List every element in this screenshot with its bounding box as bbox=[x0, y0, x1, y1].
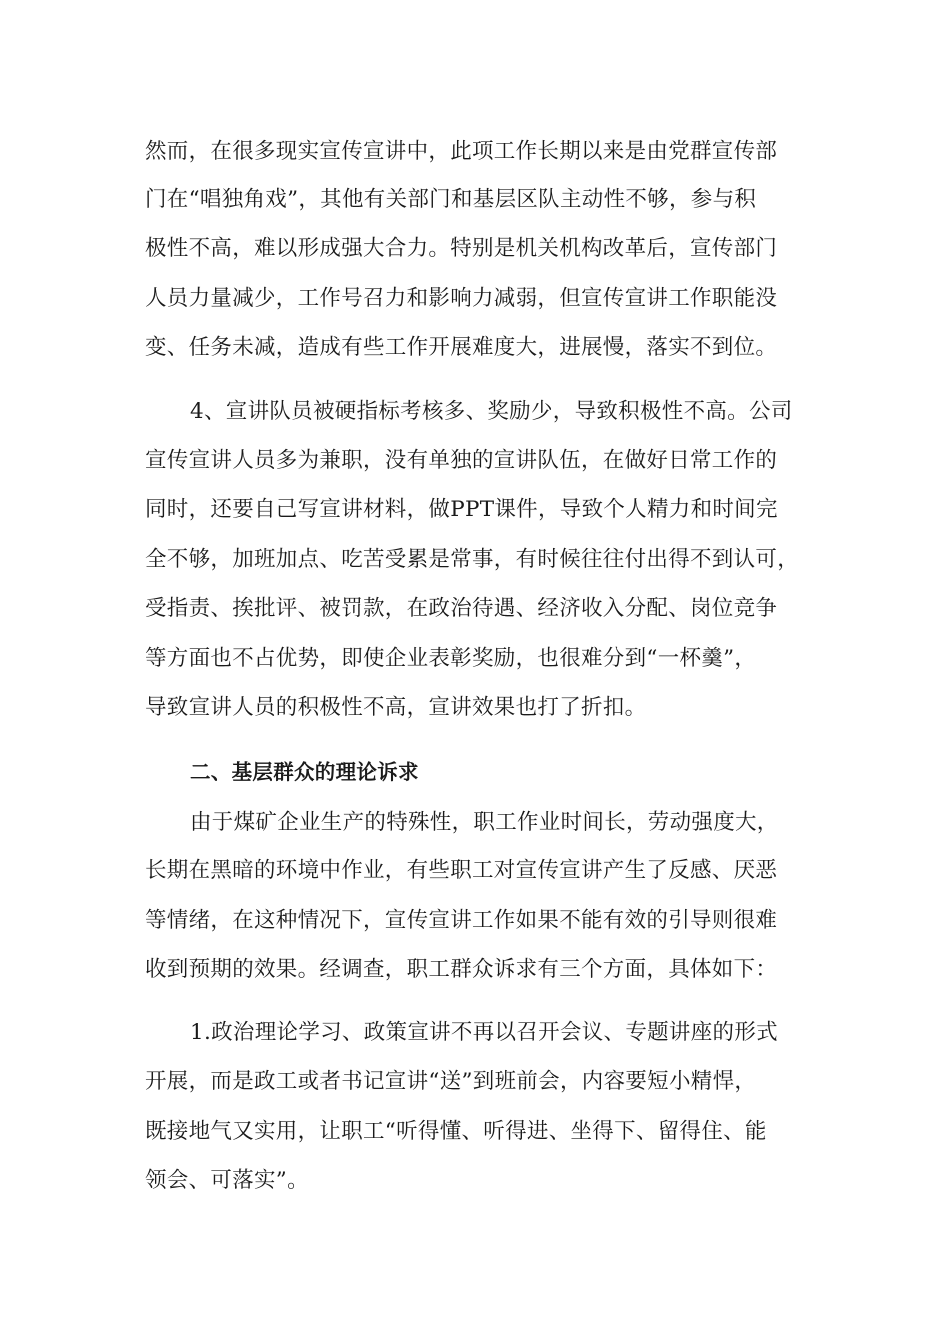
paragraph-line: 极性不高，难以形成强大合力。特别是机关机构改革后，宣传部门 bbox=[145, 236, 778, 261]
section-heading: 二、基层群众的理论诉求 bbox=[190, 760, 419, 784]
paragraph-line: 全不够，加班加点、吃苦受累是常事，有时候往往付出得不到认可， bbox=[145, 547, 800, 572]
paragraph-line: 等方面也不占优势，即使企业表彰奖励，也很难分到“一杯羹”， bbox=[145, 646, 757, 671]
paragraph-line: 宣传宣讲人员多为兼职，没有单独的宣讲队伍，在做好日常工作的 bbox=[145, 448, 778, 473]
paragraph-line: 然而，在很多现实宣传宣讲中，此项工作长期以来是由党群宣传部 bbox=[145, 139, 778, 164]
paragraph-line: 导致宣讲人员的积极性不高，宣讲效果也打了折扣。 bbox=[145, 695, 647, 720]
paragraph-line: 变、任务未减，造成有些工作开展难度大，进展慢，落实不到位。 bbox=[145, 335, 778, 360]
paragraph-line: 开展，而是政工或者书记宣讲“送”到班前会，内容要短小精悍， bbox=[145, 1069, 757, 1094]
paragraph-line: 由于煤矿企业生产的特殊性，职工作业时间长，劳动强度大， bbox=[190, 810, 779, 835]
paragraph-line: 4、宣讲队员被硬指标考核多、奖励少，导致积极性不高。公司 bbox=[190, 399, 793, 424]
paragraph-line: 收到预期的效果。经调查，职工群众诉求有三个方面，具体如下： bbox=[145, 957, 778, 982]
paragraph-line: 既接地气又实用，让职工“听得懂、听得进、坐得下、留得住、能 bbox=[145, 1119, 767, 1144]
paragraph-line: 长期在黑暗的环境中作业，有些职工对宣传宣讲产生了反感、厌恶 bbox=[145, 858, 778, 883]
paragraph-line: 等情绪，在这种情况下，宣传宣讲工作如果不能有效的引导则很难 bbox=[145, 908, 778, 933]
paragraph-line: 受指责、挨批评、被罚款，在政治待遇、经济收入分配、岗位竞争 bbox=[145, 596, 778, 621]
paragraph-line: 门在“唱独角戏”，其他有关部门和基层区队主动性不够，参与积 bbox=[145, 187, 757, 212]
paragraph-line: 1.政治理论学习、政策宣讲不再以召开会议、专题讲座的形式 bbox=[190, 1020, 778, 1045]
paragraph-line: 同时，还要自己写宣讲材料，做PPT课件，导致个人精力和时间完 bbox=[145, 497, 778, 522]
paragraph-line: 领会、可落实”。 bbox=[145, 1168, 309, 1193]
paragraph-line: 人员力量减少，工作号召力和影响力减弱，但宣传宣讲工作职能没 bbox=[145, 286, 778, 311]
